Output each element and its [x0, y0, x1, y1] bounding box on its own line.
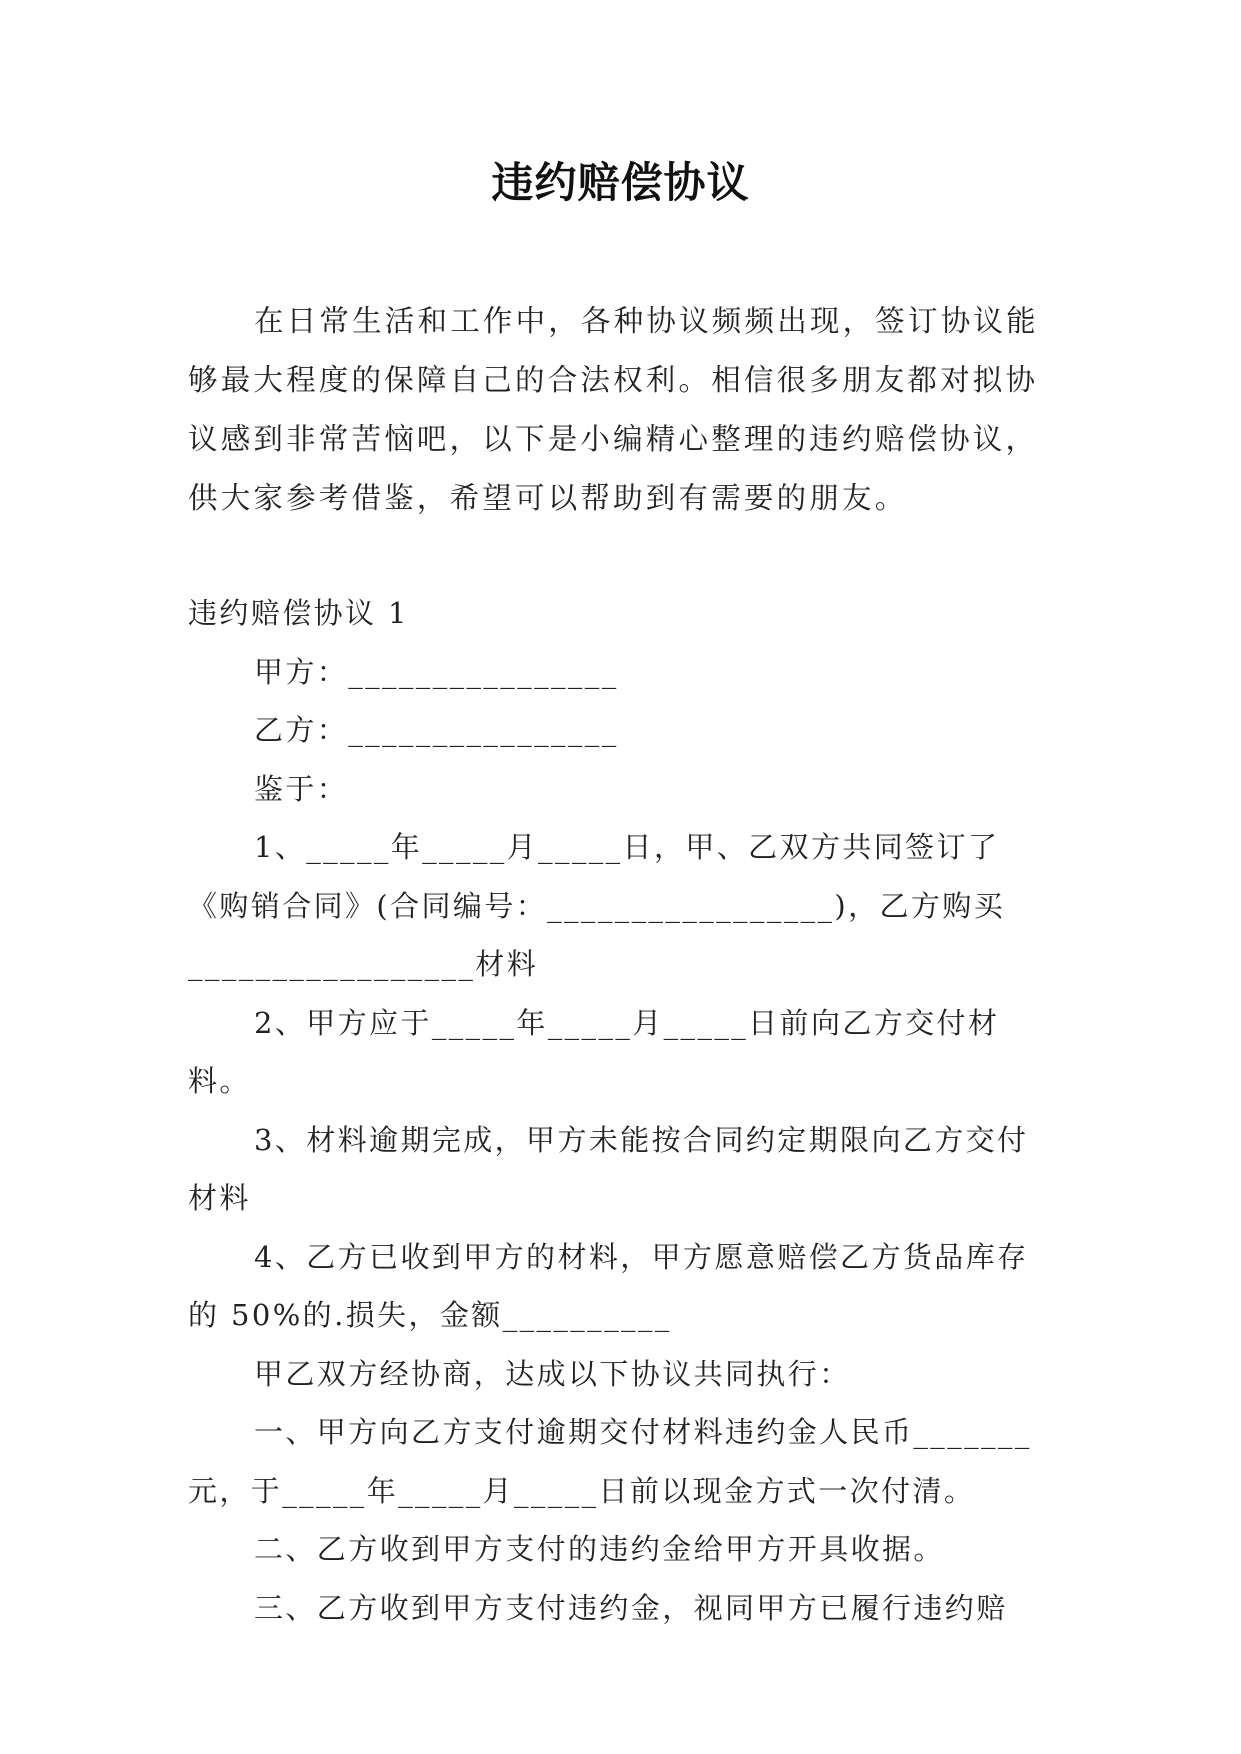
document-title: 违约赔偿协议 — [491, 158, 750, 207]
section-title: 违约赔偿协议 1 — [188, 596, 409, 630]
item-3: 3、材料逾期完成，甲方未能按合同约定期限向乙方交付材料 — [188, 1122, 1029, 1215]
clause-1: 一、甲方向乙方支付逾期交付材料违约金人民币_______元，于_____年_____月_____日前以现金方式一次付清。 — [188, 1415, 1032, 1508]
intro-paragraph: 在日常生活和工作中，各种协议频频出现，签订协议能够最大程度的保障自己的合法权利。相信很多朋友都对拟协议感到非常苦恼吧，以下是小编精心整理的违约赔偿协议，供大家参考借鉴，希望可以帮助到有需要的朋友。 — [188, 304, 1039, 515]
agreement-body — [188, 584, 1058, 1637]
whereas-line: 鉴于： — [254, 771, 349, 806]
clause-2: 二、乙方收到甲方支付的违约金给甲方开具收据。 — [254, 1532, 945, 1566]
item-1: 1、_____年_____月_____日，甲、乙双方共同签订了《购销合同》(合同编号：_________________)，乙方购买_________________材料 — [188, 830, 1006, 981]
agreement-intro: 甲乙双方经协商，达成以下协议共同执行： — [254, 1356, 851, 1391]
party-a-line: 甲方：________________ — [254, 654, 619, 689]
party-b-line: 乙方：________________ — [254, 713, 619, 747]
intro-section — [188, 292, 1058, 528]
clause-3: 三、乙方收到甲方支付违约金，视同甲方已履行违约赔 — [254, 1590, 1008, 1625]
item-2: 2、甲方应于_____年_____月_____日前向乙方交付材料。 — [188, 1005, 1000, 1098]
item-4: 4、乙方已收到甲方的材料，甲方愿意赔偿乙方货品库存的 50%的.损失，金额__________ — [188, 1239, 1029, 1332]
